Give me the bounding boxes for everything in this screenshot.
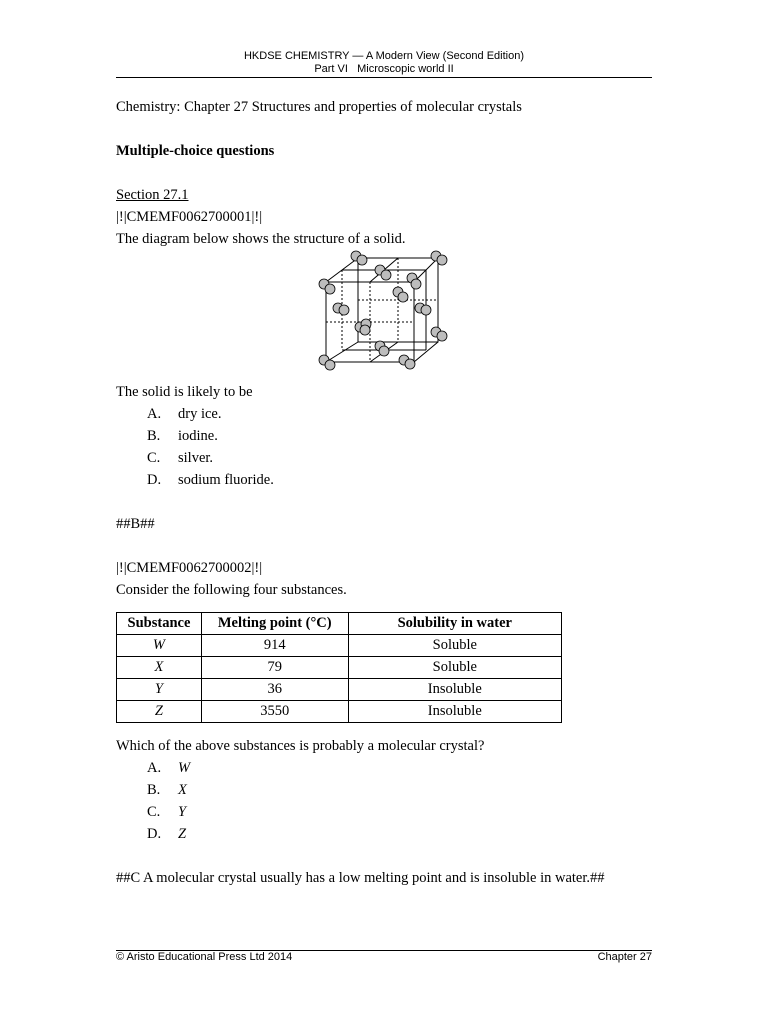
question-id: |!|CMEMF0062700002|!| <box>116 560 263 576</box>
option-text: iodine. <box>178 428 218 444</box>
answer-key: ##C A molecular crystal usually has a low melting point and is insoluble in water.## <box>116 870 605 886</box>
option-letter: D. <box>147 826 162 842</box>
answer-key: ##B## <box>116 516 155 532</box>
option-letter: B. <box>147 428 161 444</box>
column-header: Substance <box>117 613 202 635</box>
table-cell: Y <box>117 679 202 701</box>
question-prompt: Which of the above substances is probably a molecular crystal? <box>116 738 485 754</box>
option-letter: B. <box>147 782 161 798</box>
header-rule <box>116 77 652 78</box>
option-letter: C. <box>147 450 161 466</box>
table-cell: X <box>117 657 202 679</box>
option-letter: A. <box>147 406 162 422</box>
option-text: Z <box>178 826 187 842</box>
question-prompt: The solid is likely to be <box>116 384 253 400</box>
table-row <box>117 701 562 723</box>
table-cell: 3550 <box>201 701 348 723</box>
crystal-structure-diagram <box>318 250 458 374</box>
substances-table <box>116 612 562 723</box>
table-header-row <box>117 613 562 635</box>
option-letter: D. <box>147 472 162 488</box>
option-text: W <box>178 760 191 776</box>
page-header <box>116 50 652 76</box>
footer-chapter: Chapter 27 <box>597 951 652 963</box>
table-cell: Soluble <box>348 657 561 679</box>
table-row <box>117 679 562 701</box>
header-part: Part VI Microscopic world II <box>314 63 454 75</box>
question-stem: The diagram below shows the structure of a solid. <box>116 231 406 247</box>
table-row <box>117 657 562 679</box>
option-letter: C. <box>147 804 161 820</box>
option-text: dry ice. <box>178 406 222 422</box>
question-id: |!|CMEMF0062700001|!| <box>116 209 263 225</box>
table-cell: Z <box>117 701 202 723</box>
option-text: silver. <box>178 450 214 466</box>
section-heading: Multiple-choice questions <box>116 143 275 159</box>
table-row <box>117 635 562 657</box>
footer-copyright: © Aristo Educational Press Ltd 2014 <box>116 951 293 963</box>
table-cell: 914 <box>201 635 348 657</box>
chapter-title: Chemistry: Chapter 27 Structures and properties of molecular crystals <box>116 99 522 115</box>
question-stem: Consider the following four substances. <box>116 582 347 598</box>
table-cell: Insoluble <box>348 701 561 723</box>
section-label: Section 27.1 <box>116 187 189 203</box>
column-header: Melting point (°C) <box>201 613 348 635</box>
table-cell: Insoluble <box>348 679 561 701</box>
column-header: Solubility in water <box>348 613 561 635</box>
table-cell: W <box>117 635 202 657</box>
header-book-title: HKDSE CHEMISTRY — A Modern View (Second Edition) <box>243 50 524 62</box>
option-text: Y <box>178 804 187 820</box>
table-cell: 36 <box>201 679 348 701</box>
option-letter: A. <box>147 760 162 776</box>
table-cell: Soluble <box>348 635 561 657</box>
table-cell: 79 <box>201 657 348 679</box>
option-text: X <box>178 782 187 798</box>
option-text: sodium fluoride. <box>178 472 274 488</box>
